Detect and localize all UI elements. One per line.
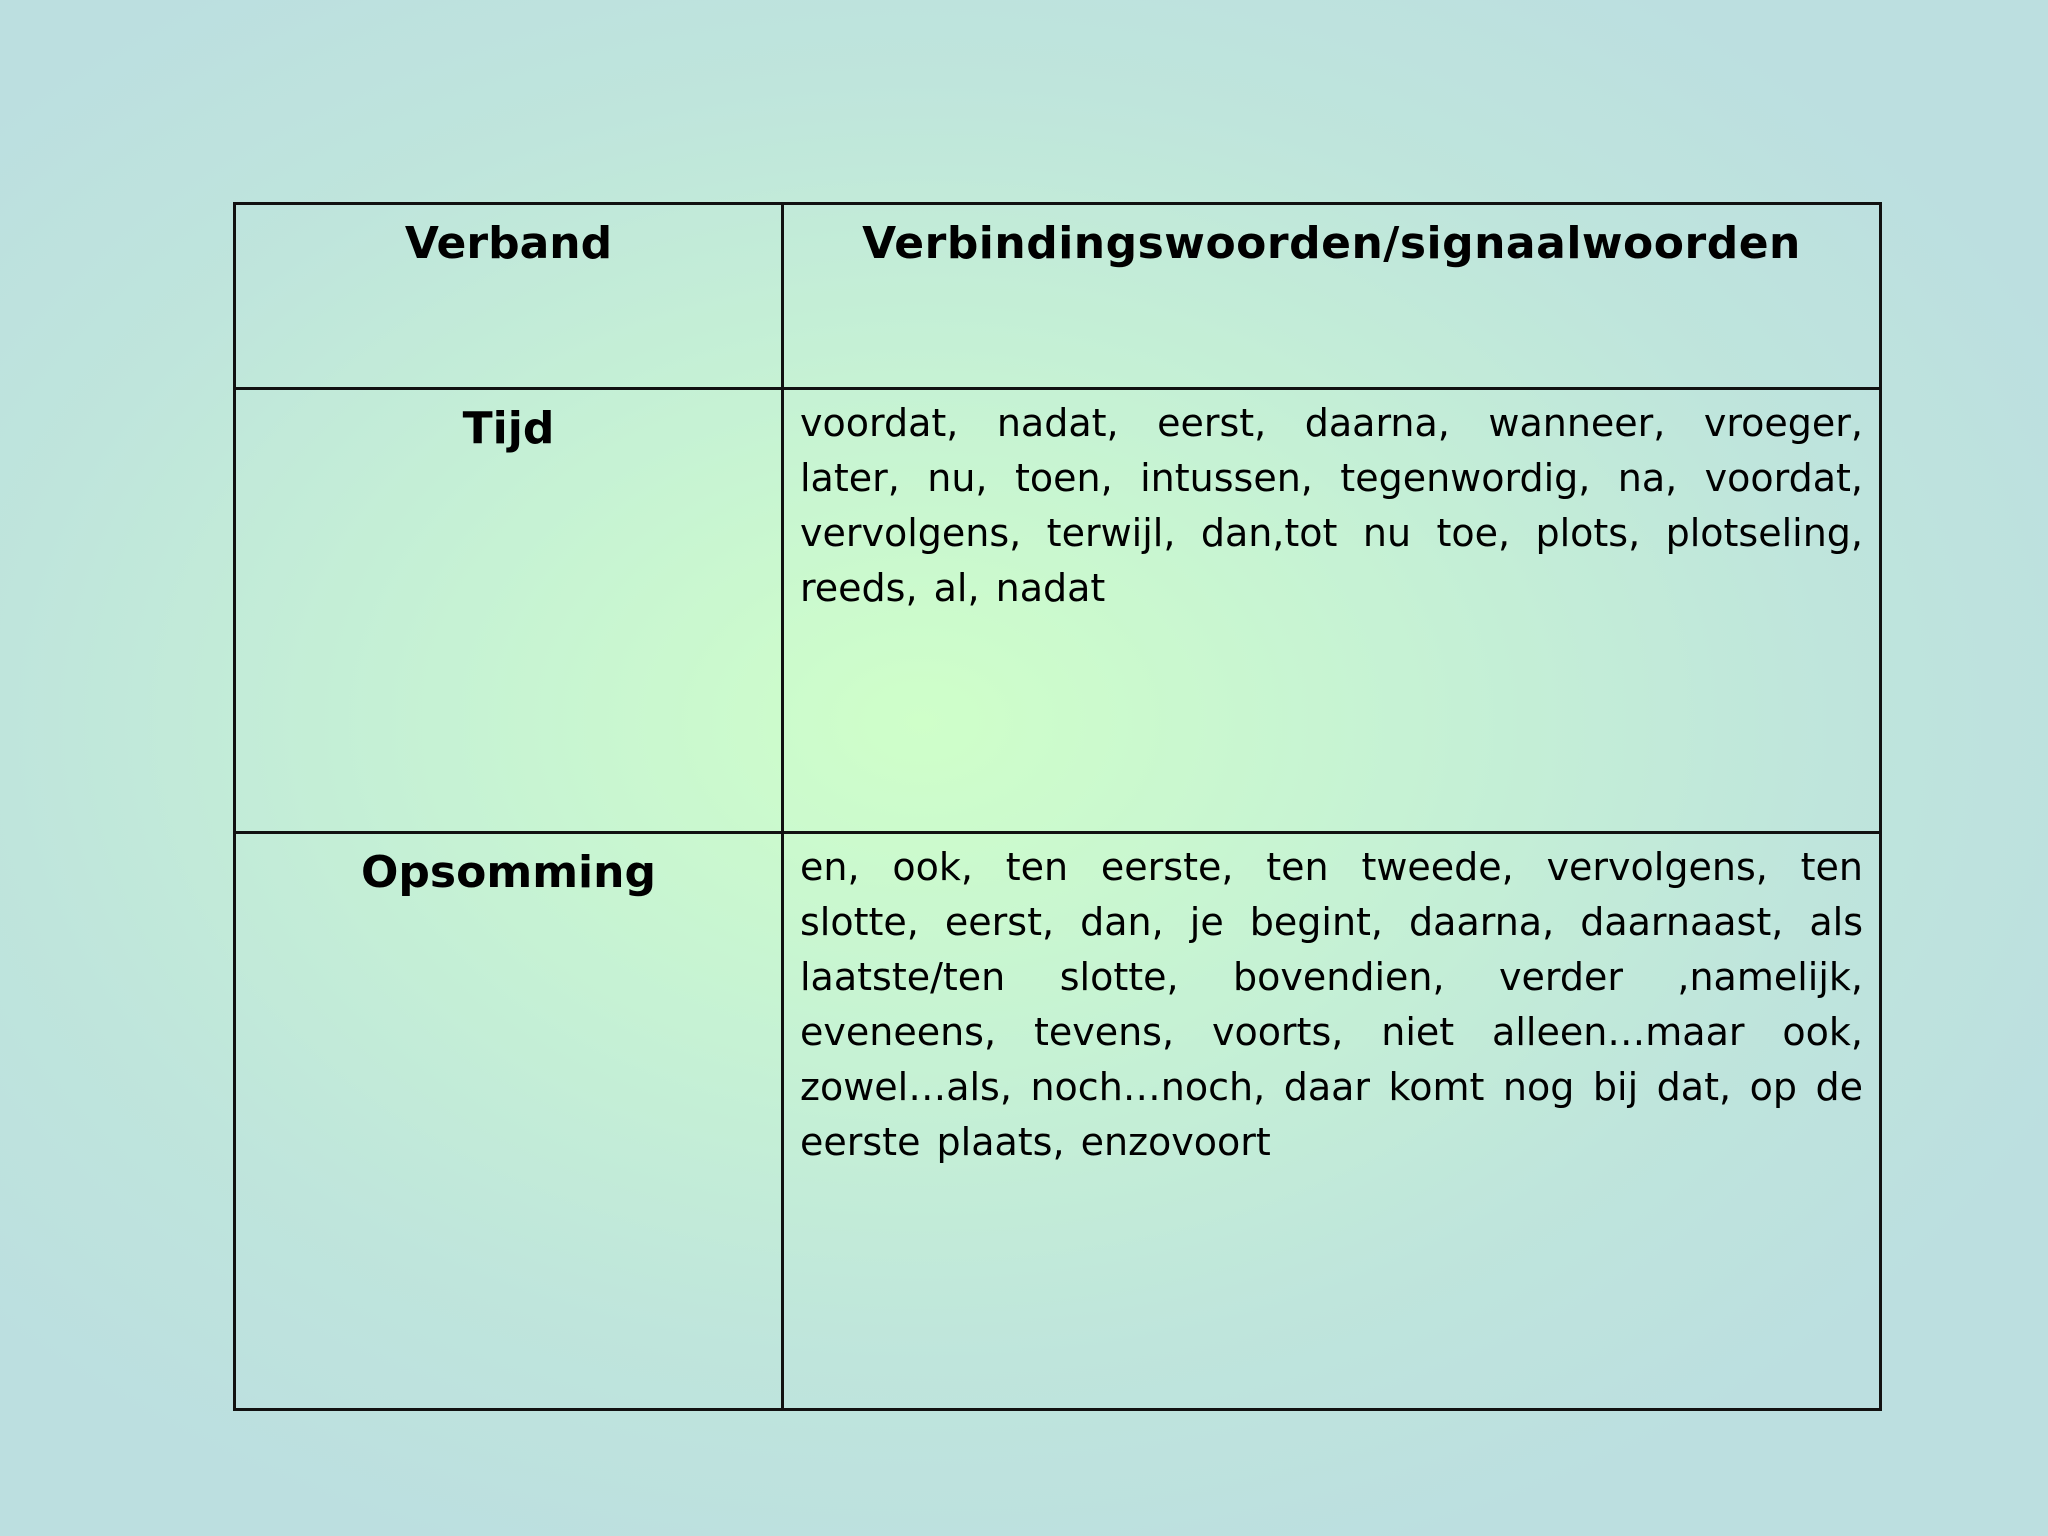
row-words-opsomming: en, ook, ten eerste, ten tweede, vervolgens, ten slotte, eerst, dan, je begint, daarna, daarnaast, als laatste/ten slotte, bovendien, verder ,namelijk, eveneens, tevens, voorts, niet alleen…maar ook, zowel…als, noch…noch, daar komt nog bij dat, op de eerste plaats, enzovoort	[783, 833, 1881, 1410]
connectives-table	[233, 202, 1882, 1411]
table-row	[235, 833, 1881, 1410]
row-words-tijd: voordat, nadat, eerst, daarna, wanneer, vroeger, later, nu, toen, intussen, tegenwordig, na, voordat, vervolgens, terwijl, dan,tot nu toe, plots, plotseling, reeds, al, nadat	[783, 389, 1881, 833]
table-row	[235, 389, 1881, 833]
row-label-tijd: Tijd	[235, 389, 783, 833]
header-verbindingswoorden: Verbindingswoorden/signaalwoorden	[783, 204, 1881, 389]
header-verband: Verband	[235, 204, 783, 389]
table-header-row	[235, 204, 1881, 389]
row-label-opsomming: Opsomming	[235, 833, 783, 1410]
